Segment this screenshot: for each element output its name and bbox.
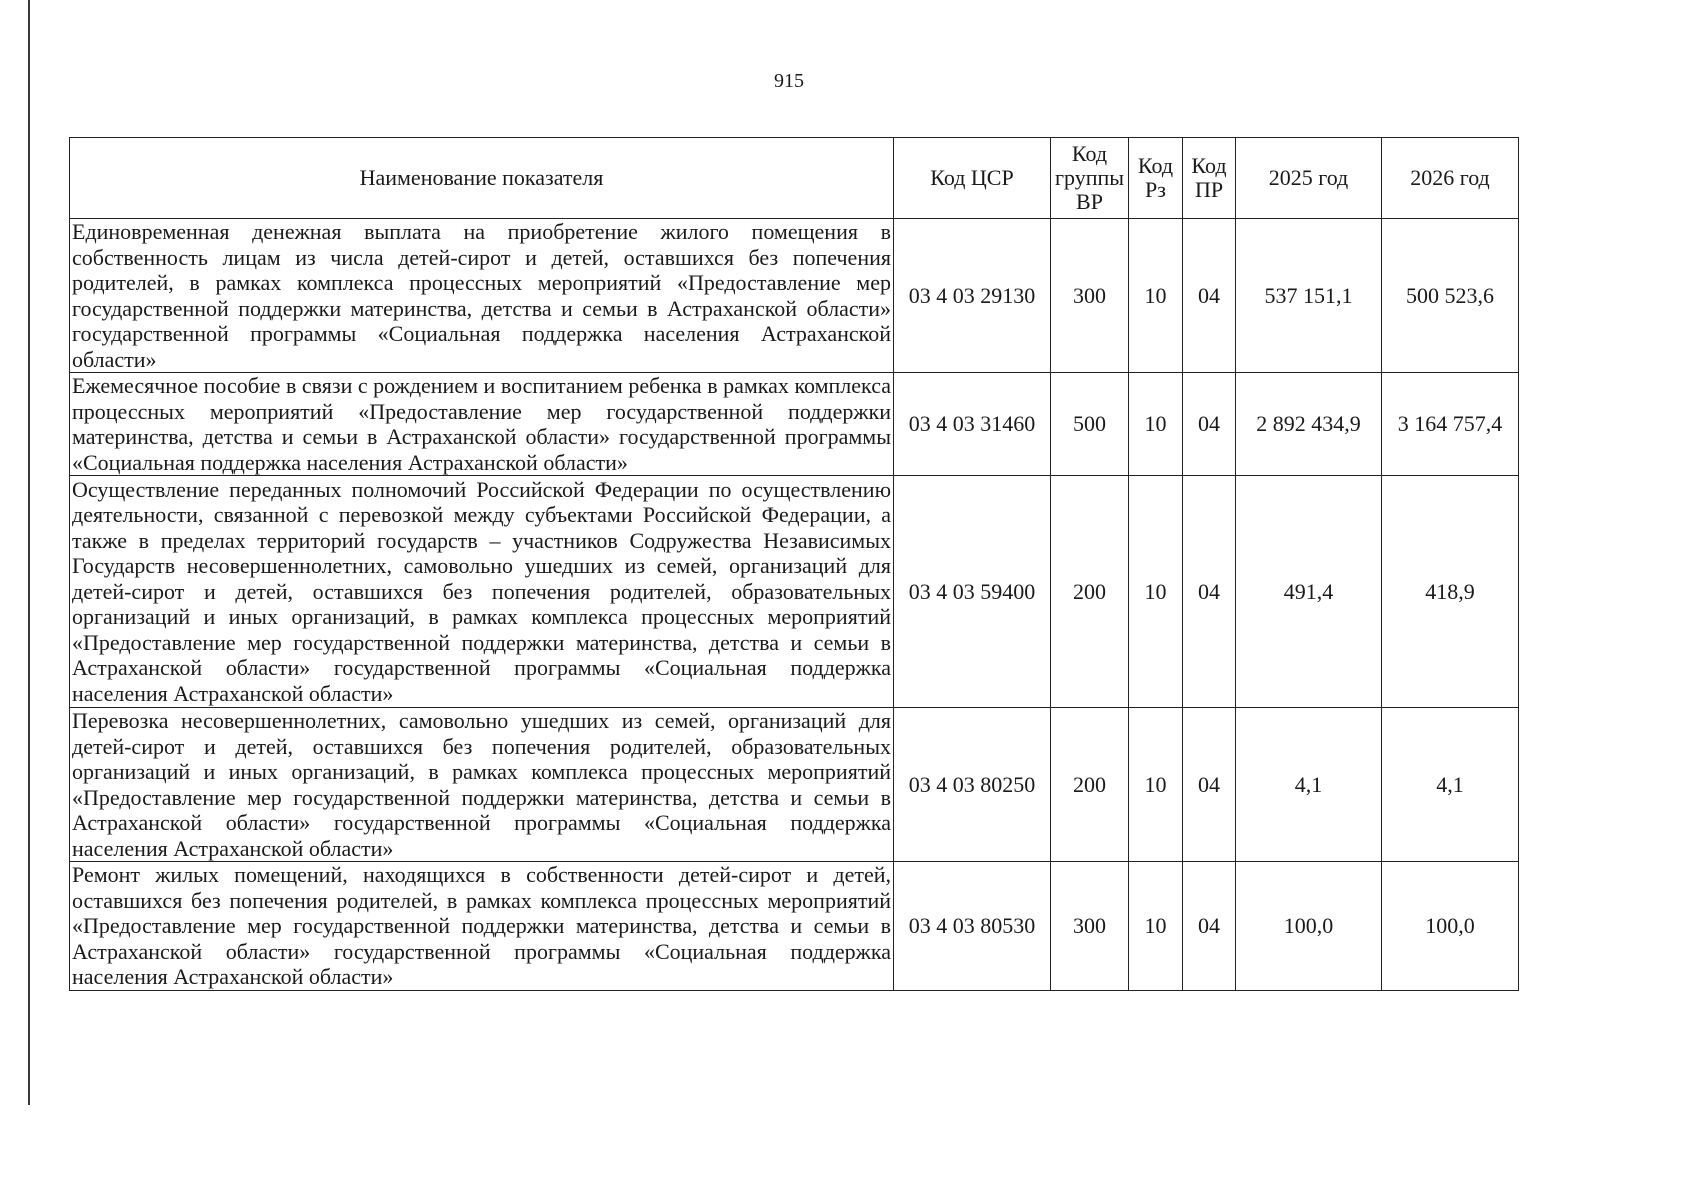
cell-rz: 10: [1129, 219, 1183, 373]
header-2025: 2025 год: [1236, 138, 1382, 219]
header-name: Наименование показателя: [70, 138, 894, 219]
cell-2025: 2 892 434,9: [1236, 373, 1382, 476]
cell-2025: 537 151,1: [1236, 219, 1382, 373]
cell-pr: 04: [1183, 476, 1236, 708]
cell-csr: 03 4 03 80250: [894, 708, 1051, 862]
cell-pr: 04: [1183, 373, 1236, 476]
cell-name: Осуществление переданных полномочий Российской Федерации по осуществлению деятельности, связанной с перевозкой между субъектами Российской Федерации, а также в пределах территорий государств – участников Содружества Независимых Государств несовершеннолетних, самовольно ушедших из семей, организаций для детей-сирот и детей, оставшихся без попечения родителей, образовательных организаций и иных организаций, в рамках комплекса процессных мероприятий «Предоставление мер государственной поддержки материнства, детства и семьи в Астраханской области» государственной программы «Социальная поддержка населения Астраханской области»: [70, 476, 894, 708]
cell-rz: 10: [1129, 708, 1183, 862]
table-body: [70, 219, 1519, 991]
cell-pr: 04: [1183, 708, 1236, 862]
header-csr: Код ЦСР: [894, 138, 1051, 219]
table-row: [70, 373, 1519, 476]
table-row: [70, 708, 1519, 862]
cell-csr: 03 4 03 80530: [894, 862, 1051, 991]
budget-table: [69, 137, 1519, 991]
cell-2026: 3 164 757,4: [1382, 373, 1519, 476]
cell-name: Ежемесячное пособие в связи с рождением и воспитанием ребенка в рамках комплекса процессных мероприятий «Предоставление мер государственной поддержки материнства, детства и семьи в Астраханской области» государственной программы «Социальная поддержка населения Астраханской области»: [70, 373, 894, 476]
cell-name: Единовременная денежная выплата на приобретение жилого помещения в собственность лицам из числа детей-сирот и детей, оставшихся без попечения родителей, в рамках комплекса процессных мероприятий «Предоставление мер государственной поддержки материнства, детства и семьи в Астраханской области» государственной программы «Социальная поддержка населения Астраханской области»: [70, 219, 894, 373]
table-row: [70, 219, 1519, 373]
cell-name: Ремонт жилых помещений, находящихся в собственности детей-сирот и детей, оставшихся без попечения родителей, в рамках комплекса процессных мероприятий «Предоставление мер государственной поддержки материнства, детства и семьи в Астраханской области» государственной программы «Социальная поддержка населения Астраханской области»: [70, 862, 894, 991]
cell-2026: 500 523,6: [1382, 219, 1519, 373]
table-header: [70, 138, 1519, 219]
header-vr: Код группы ВР: [1051, 138, 1129, 219]
cell-2026: 4,1: [1382, 708, 1519, 862]
cell-rz: 10: [1129, 862, 1183, 991]
cell-vr: 200: [1051, 476, 1129, 708]
cell-vr: 200: [1051, 708, 1129, 862]
cell-csr: 03 4 03 29130: [894, 219, 1051, 373]
cell-name: Перевозка несовершеннолетних, самовольно ушедших из семей, организаций для детей-сирот и детей, оставшихся без попечения родителей, образовательных организаций и иных организаций, в рамках комплекса процессных мероприятий «Предоставление мер государственной поддержки материнства, детства и семьи в Астраханской области» государственной программы «Социальная поддержка населения Астраханской области»: [70, 708, 894, 862]
page-binding-line: [28, 0, 30, 1105]
page-number: 915: [774, 70, 804, 92]
header-rz: Код Рз: [1129, 138, 1183, 219]
table-row: [70, 476, 1519, 708]
cell-csr: 03 4 03 31460: [894, 373, 1051, 476]
cell-vr: 300: [1051, 862, 1129, 991]
cell-vr: 500: [1051, 373, 1129, 476]
cell-2025: 491,4: [1236, 476, 1382, 708]
cell-vr: 300: [1051, 219, 1129, 373]
cell-pr: 04: [1183, 219, 1236, 373]
cell-2025: 4,1: [1236, 708, 1382, 862]
cell-2025: 100,0: [1236, 862, 1382, 991]
cell-2026: 100,0: [1382, 862, 1519, 991]
header-pr: Код ПР: [1183, 138, 1236, 219]
header-row: [70, 138, 1519, 219]
cell-rz: 10: [1129, 373, 1183, 476]
cell-csr: 03 4 03 59400: [894, 476, 1051, 708]
table-row: [70, 862, 1519, 991]
cell-rz: 10: [1129, 476, 1183, 708]
header-2026: 2026 год: [1382, 138, 1519, 219]
cell-pr: 04: [1183, 862, 1236, 991]
cell-2026: 418,9: [1382, 476, 1519, 708]
